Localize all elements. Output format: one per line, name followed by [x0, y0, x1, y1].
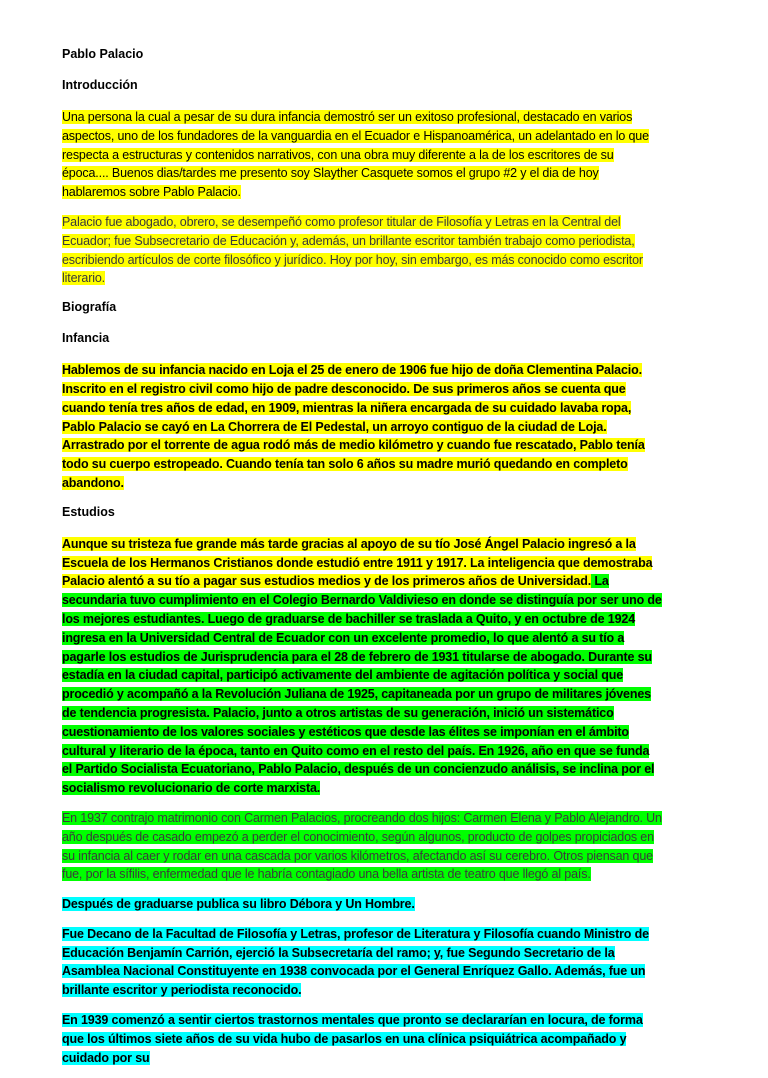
- studies-paragraph-yellow-text: Aunque su tristeza fue grande más tarde gracias al apoyo de su tío José Ángel Palacio ingresó a la Escuela de los Hermanos Cristianos donde estudió entre 1911 y 1917. La inteligencia que demostraba Palacio alentó a su tío a pagar sus estudios medios y de los primeros años de Universidad.: [62, 536, 653, 589]
- childhood-heading: Infancia: [62, 331, 110, 346]
- studies-paragraph: [62, 535, 662, 798]
- intro-paragraph-2: [62, 213, 662, 288]
- document-page: [62, 46, 662, 1078]
- intro-paragraph-2-text: Palacio fue abogado, obrero, se desempeñó como profesor titular de Filosofía y Letras en la Central del Ecuador; fue Subsecretario de Educación y, además, un brillante escritor también trabajo como periodista, escribiendo artículos de corte filosófico y jurídico. Hoy por hoy, sin embargo, es más conocido como escritor literario.: [62, 214, 643, 286]
- madness-paragraph: [62, 1011, 662, 1067]
- studies-paragraph-green-text: La secundaria tuvo cumplimiento en el Colegio Bernardo Valdivieso en donde se distinguía por ser uno de los mejores estudiantes. Luego de graduarse de bachiller se traslada a Quito, y en octubre de 1924 ingresa en la Universidad Central de Ecuador con un excelente promedio, lo que alentó a su tío a pagarle los estudios de Jurisprudencia para el 28 de febrero de 1931 titularse de abogado. Durante su estadía en la ciudad capital, participó activamente del ambiente de agitación política y social que procedió y acompañó a la Revolución Juliana de 1925, capitaneada por un grupo de militares jóvenes de tendencia progresista. Palacio, junto a otros artistas de su generación, inició un sistemático cuestionamiento de los valores sociales y estéticos que desde las élites se imponían en el ámbito cultural y literario de la época, tanto en Quito como en el resto del país. En 1926, año en que se funda el Partido Socialista Ecuatoriano, Pablo Palacio, después de un concienzudo análisis, se inclina por el socialismo revolucionario de corte marxista.: [62, 574, 662, 796]
- document-title: Pablo Palacio: [62, 47, 144, 61]
- intro-paragraph-1-text: Una persona la cual a pesar de su dura infancia demostró ser un exitoso profesional, destacado en varios aspectos, uno de los fundadores de la vanguardia en el Ecuador e Hispanoamérica, un adelantado en lo que respecta a estructuras y contenidos narrativos, con una obra muy diferente a la de los escritores de su época.... Buenos dias/tardes me presento soy Slayther Casquete somos el grupo #2 y el dia de hoy hablaremos sobre Pablo Palacio.: [62, 110, 649, 200]
- marriage-paragraph: [62, 809, 662, 884]
- book-paragraph: [62, 895, 662, 914]
- childhood-paragraph: [62, 361, 662, 493]
- dean-paragraph: [62, 925, 662, 1000]
- dean-paragraph-text: Fue Decano de la Facultad de Filosofía y Letras, profesor de Literatura y Filosofía cuando Ministro de Educación Benjamín Carrión, ejerció la Subsecretaría del ramo; y, fue Segundo Secretario de la Asamblea Nacional Constituyente en 1938 convocada por el General Enríquez Gallo. Además, fue un brillante escritor y periodista reconocido.: [62, 926, 649, 998]
- biography-heading: Biografía: [62, 300, 117, 315]
- marriage-paragraph-text: En 1937 contrajo matrimonio con Carmen Palacios, procreando dos hijos: Carmen Elena y Pablo Alejandro. Un año después de casado empezó a perder el conocimiento, según algunos, producto de golpes propiciados en su infancia al caer y rodar en una cascada por varios kilómetros, afectando así su cerebro. Otros piensan que fue, por la sífilis, enfermedad que le habría contagiado una bella artista de teatro que llegó al país.: [62, 810, 662, 882]
- intro-heading: Introducción: [62, 78, 138, 92]
- studies-heading: Estudios: [62, 504, 115, 519]
- book-paragraph-text: Después de graduarse publica su libro Débora y Un Hombre.: [62, 897, 415, 912]
- intro-paragraph-1: [62, 108, 662, 202]
- madness-paragraph-text: En 1939 comenzó a sentir ciertos trastornos mentales que pronto se declararían en locura, de forma que los últimos siete años de su vida hubo de pasarlos en una clínica psiquiátrica acompañado y cuidado por su: [62, 1013, 643, 1065]
- childhood-paragraph-text: Hablemos de su infancia nacido en Loja el 25 de enero de 1906 fue hijo de doña Clementina Palacio. Inscrito en el registro civil como hijo de padre desconocido. De sus primeros años se cuenta que cuando tenía tres años de edad, en 1909, mientras la niñera encargada de su cuidado lavaba ropa, Pablo Palacio se cayó en La Chorrera de El Pedestal, un arroyo contiguo de la ciudad de Loja. Arrastrado por el torrente de agua rodó más de medio kilómetro y cuando fue rescatado, Pablo tenía todo su cuerpo estropeado. Cuando tenía tan solo 6 años su madre murió quedando en completo abandono.: [62, 363, 645, 490]
